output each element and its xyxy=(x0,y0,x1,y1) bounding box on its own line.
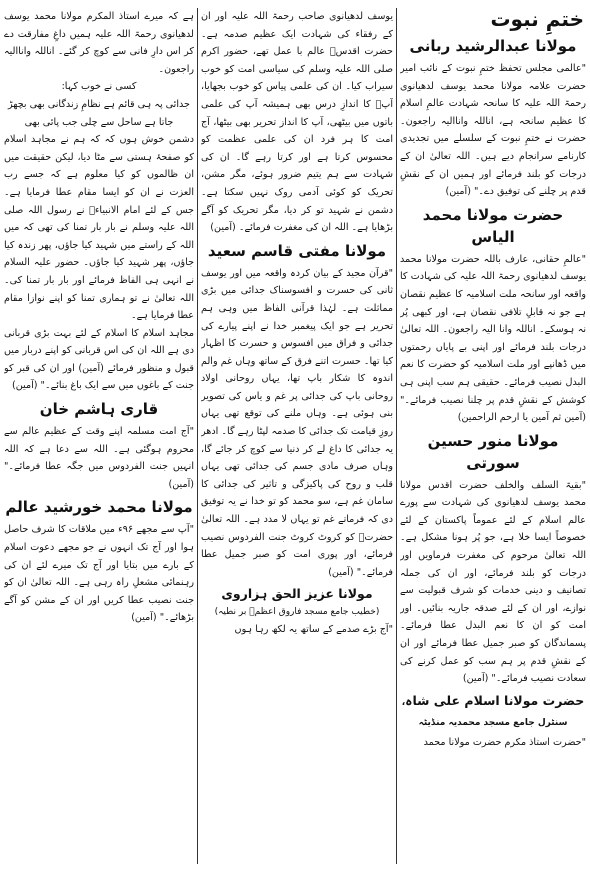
section-heading-note: ، سنٹرل جامع مسجد محمدیہ منڈیٹہ xyxy=(401,697,568,728)
tribute-paragraph: "آج بڑے صدمے کے ساتھ یہ لکھ رہا ہوں xyxy=(234,624,393,636)
masthead-khatm-e-nubuwwat: ختمِ نبوت xyxy=(490,8,584,31)
section-heading: مولانا مفتی قاسم سعید xyxy=(207,241,387,260)
section-heading: قاری ہاشم خان xyxy=(39,400,159,419)
section-heading: مولانا عزیز الحق ہزاروی xyxy=(221,586,373,602)
tribute-paragraph: "بقیۃ السلف والخلف حضرت اقدس مولانا محمد یوسف لدھیانوی کی شہادت سے پورے عالم اسلام کے لئے عموماً پاکستان کے لئے خصوصاً ایسا خلا ہے، جو پُر ہونا مشکل ہے۔ اللہ تعالیٰ مرحوم کی مغفرت فرماویں اور درجات کو بلند فرمائے، اور ان کی جملہ تصانیف و دینی خدمات کو شرف قبولیت سے نوازے، اور ان کے لئے صدقہ جاریہ بنائیں۔ اور امت کو ان کا نعم البدل عطا فرمائے۔ پسماندگان کو صبر جمیل عطا فرمائے اور ان کے نقشِ قدم پر ہم سب کو عمل کرنے کی سعادت نصیب فرمائے۔" (آمین) xyxy=(400,479,586,685)
section-heading xyxy=(400,691,586,731)
section-heading-note: (خطیب جامع مسجد فاروق اعظمؓ بر نطیہ) xyxy=(214,607,380,618)
column-divider xyxy=(396,8,397,864)
tribute-paragraph: مجاہد اسلام کا اسلام کے لئے بہت بڑی قربانی دی ہے اللہ ان کی اس قربانی کو اپنے دربار میں قبول و منظور فرمائے (آمین) اور ان کی قبر کو جنت کے باغوں میں سے ایک باغ بنائے۔" (آمین) xyxy=(4,327,194,392)
section-heading: مولانا منور حسین سورتی xyxy=(427,431,559,472)
tribute-paragraph: "عالمِ حقانی، عارف باللہ حضرت مولانا محمد یوسف لدھیانوی رحمۃ اللہ علیہ کی شہادت کا واقعہ اور سانحہ ملت اسلامیہ کا عظیم نقصان ہے جو نہ قابلِ تلافی نقصان ہے، اور کبھی پُر نہ ہوسکے۔ اناللہ وانا الیہ راجعون۔ اللہ تعالیٰ درجات بلند فرمائے اور اپنی بے پایاں رحمتوں میں ڈھانپے اور ملت اسلامیہ کو حضرت کا نعم البدل نصیب فرمائے۔ حقیقی ہم سب اپنی ہی کوشش کے نقشِ قدم پر چلنا نصیب فرمائے۔" (آمین ثم آمین یا ارحم الراحمین) xyxy=(400,253,586,424)
tribute-paragraph: "حضرت استاذ مکرم حضرت مولانا محمد xyxy=(423,736,586,748)
tribute-paragraph: "آپ سے مجھے ۹۶ء میں ملاقات کا شرف حاصل ہوا اور آج تک انہوں نے جو مجھے دعوت اسلام کے بارے میں بتایا اور آج تک میرے لئے ان کی رہنمائی مشعلِ راہ رہی ہے۔ اللہ تعالیٰ ان کو جنت نصیب عطا کریں اور ان کے مشن کو آگے بڑھائے۔" (آمین) xyxy=(4,524,194,624)
tribute-paragraph: ہے کہ میرے استاذ المکرم مولانا محمد یوسف لدھیانوی رحمۃ اللہ علیہ ہمیں داغِ مفارقت دے کر اس دارِ فانی سے کوچ کر گئے۔ اناللہ واناالیہ راجعون۔ xyxy=(4,11,194,75)
column-divider xyxy=(197,8,198,864)
section-heading: مولانا محمد خورشید عالم xyxy=(5,498,193,517)
middle-column xyxy=(201,8,393,864)
section-heading-name: حضرت مولانا اسلام علی شاہ xyxy=(405,692,585,708)
section-heading: حضرت مولانا محمد الیاس xyxy=(422,205,564,246)
tribute-paragraph: یوسف لدھیانوی صاحب رحمۃ اللہ علیہ اور ان کے رفقاء کی شہادت ایک عظیم صدمہ ہے۔ حضرت اقدسؒ عالم با عمل تھے، حضور اکرم صلی اللہ علیہ وسلم کی سیاسی امت کو خوب سیراب کیا۔ ان کی علمی پیاس کو خوب بجھایا، آپؐ کا اندازِ درس بھی ہمیشہ آپ کی علمی باتوں میں بیٹھی، آپ کا انداز تحریر بھی بیٹھا، آج امت کا ہر فرد ان کی علمی عظمت کو محسوس کرتا ہے اور کرتا رہے گا۔ ان کی شہادت سے ہم یتیم ضرور ہوئے، مگر مشن، تحریک کو کوئی آدمی روک نہیں سکتا ہے۔ دشمن نے شہید تو کر دیا، مگر تحریک کو آگے بڑھایا ہے۔ اللہ ان کی مغفرت فرمائے۔ (آمین) xyxy=(201,11,393,234)
tribute-paragraph: "قرآن مجید کے بیان کردہ واقعہ میں اور یوسف ثانی کی حسرت و افسوسناک جدائی میں بڑی مماثلت ہے۔ لہٰذا قرآنی الفاظ میں وہی ہم تحریر ہے جو ایک پیغمبر خدا نے اپنے پیارے کی جدائی و فراق میں افسوس و حسرت کا اظہار کیا تھا۔ حسرت اتنے فرق کے ساتھ وہاں غم والم اندوہ کا شکار باپ تھا، یہاں روحانی اولاد روحانی باپ کی جدائی پر غم و یاس کی تصویر بنی ہوئی ہے۔ وہاں ملنے کی توقع تھی یہاں روزِ قیامت تک جدائی کا صدمہ لپٹا رہے گا۔ ادھر یہ جدائی کا داغ لے کر دنیا سے کوچ کر جائے گا، وہاں صرف مادی جسم کی جدائی تھی یہاں قلب و روح کی پاکیزگی و تاثیر کی جدائی کا سامان غم ہے، سو محمد کو تو خدا نے یہ توفیق دی کہ فرماتے غم تو یہاں لا مدد ہے۔ اللہ تعالیٰ حضرتؒ کو کروٹ کروٹ جنت الفردوس نصیب فرمائے، اور پوری امت کو صبر جمیل عطا فرمائے۔" (آمین) xyxy=(201,267,393,578)
poetry-intro: کسی نے خوب کہا: xyxy=(61,81,137,93)
poetry-verse: جدائی پہ ہی قائم ہے نظامِ زندگانی بھی بچھڑ جاتا ہے ساحل سے چلی جب پائی بھی xyxy=(8,98,190,128)
tribute-paragraph: دشمن خوش ہوں کہ کہ ہم نے مجاہد اسلام کو صفحۂ ہستی سے مٹا دیا، لیکن حقیقت میں ان ظالموں کو کیا معلوم ہے کہ جسے رب العزت نے ان کو ایسا مقام عطا فرمایا ہے۔ جس کے لئے امام الانبیاءؐ نے رسول اللہ صلی اللہ علیہ وسلم نے بار بار تمنا کی تھی کہ میں اللہ کے راستے میں شہید کیا جاؤں، پھر زندہ کیا جاؤں، پھر شہید کیا جاؤں۔ حضور علیہ السلام نے انہی ہی الفاظ فرمائے اور بار بار تمنا کی۔ اللہ تعالیٰ نے تو ہماری تمنا کو اپنے نوازا مقام عطا فرمایا ہے۔ xyxy=(4,134,194,322)
section-heading: مولانا عبدالرشید ربانی xyxy=(409,37,577,55)
left-column xyxy=(4,8,194,864)
right-column xyxy=(400,8,586,864)
tribute-paragraph: "آج امت مسلمہ اپنے وقت کے عظیم عالم سے محروم ہوگئی ہے۔ اللہ سے دعا ہے کہ اللہ انہیں جنت الفردوس میں جگہ عطا فرمائے۔" (آمین) xyxy=(4,426,194,490)
tribute-paragraph: "عالمی مجلس تحفظ ختمِ نبوت کے نائب امیر حضرت علامہ مولانا محمد یوسف لدھیانوی رحمۃ اللہ علیہ کا سانحہ شہادت عالمِ اسلام کا عظیم سانحہ ہے، اناللہ واناالیہ راجعون۔ حضرت نے ختمِ نبوت کے سلسلے میں تجدیدی کارنامے سرانجام دیے ہیں۔ اللہ تعالیٰ ان کے درجات کو بلند فرمائے اور ہمیں ان کے نقشِ قدم پر چلنے کی توفیق دے۔" (آمین) xyxy=(400,63,586,198)
